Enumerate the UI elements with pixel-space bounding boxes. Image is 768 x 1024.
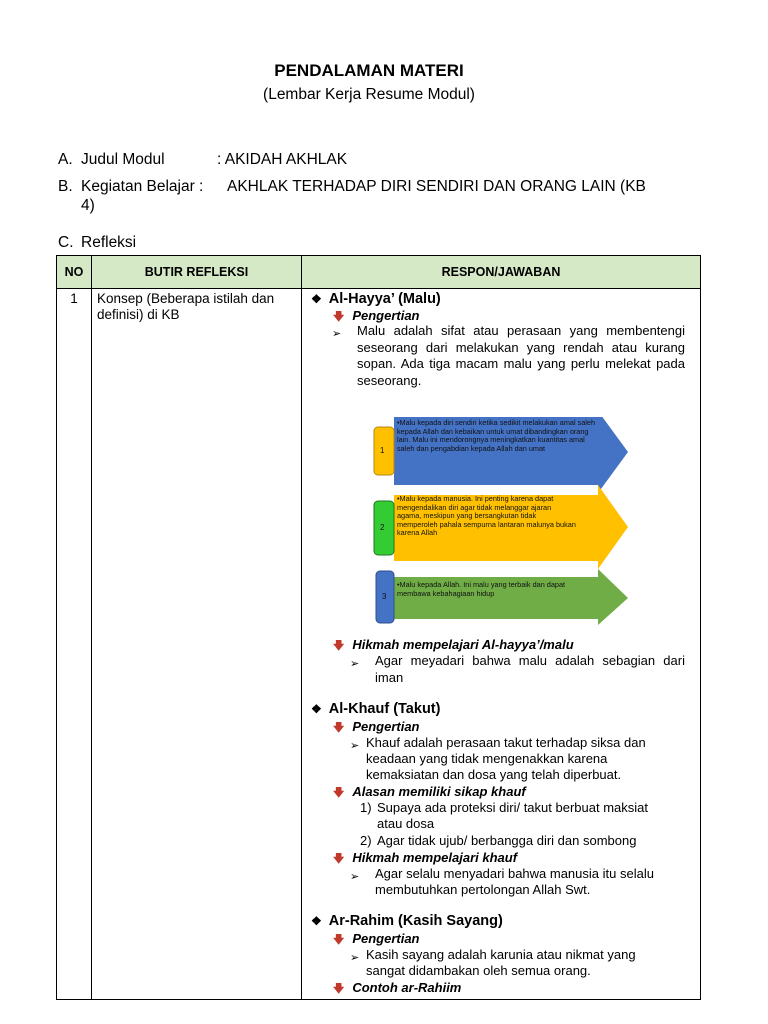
cell-butir: Konsep (Beberapa istilah dan definisi) di KB xyxy=(92,289,302,1000)
meta-b-value-line2: 4) xyxy=(81,197,95,214)
arrow-bullet-icon: 🡇 xyxy=(333,722,345,734)
reflection-table xyxy=(56,255,701,1000)
header-butir: BUTIR REFLEKSI xyxy=(92,256,302,289)
subheading-text: Pengertian xyxy=(352,931,420,946)
arrow-bullet-icon: 🡇 xyxy=(333,640,345,652)
diagram-text-1: •Malu kepada diri sendiri ketika sedikit melakukan amal saleh kepada Allah dan kebaikan untuk umat dibandingkan orang lain. Malu ini mendorongnya meningkatkan kuantitas amal saleh dan pengabdian kepada Allah dan umat xyxy=(397,418,596,453)
number-1: 1 xyxy=(380,446,385,455)
subheading-text: Alasan memiliki sikap khauf xyxy=(352,784,526,799)
alkhauf-def-line3: kemaksiatan dan dosa yang telah diperbuat. xyxy=(366,767,622,782)
subheading-contoh xyxy=(333,980,461,999)
subheading-text: Pengertian xyxy=(352,719,420,734)
subheading-text: Hikmah mempelajari Al-hayya’/malu xyxy=(352,637,574,652)
alasan-2-text: Agar tidak ujub/ berbangga diri dan sombong xyxy=(377,833,637,848)
cell-respon xyxy=(302,289,701,1000)
diagram-text-3: •Malu kepada Allah. Ini malu yang terbaik dan dapat membawa kebahagiaan hidup xyxy=(397,580,566,598)
meta-a-label: Judul Modul xyxy=(81,151,165,168)
alkhauf-hikmah-line2: membutuhkan pertolongan Allah Swt. xyxy=(375,882,591,897)
subheading-text: Pengertian xyxy=(352,308,420,323)
diamond-bullet-icon: ❖ xyxy=(311,702,322,716)
subheading-text: Contoh ar-Rahiim xyxy=(352,980,462,995)
arrahim-def-line2: sangat didambakan oleh semua orang. xyxy=(366,963,591,978)
meta-b-label: Kegiatan Belajar : xyxy=(81,178,204,195)
chevron-bullet-icon: ➢ xyxy=(350,871,360,883)
arrow-bullet-icon: 🡇 xyxy=(333,311,345,323)
meta-c-label: Refleksi xyxy=(81,234,137,251)
subheading-text: Hikmah mempelajari khauf xyxy=(352,850,518,865)
alkhauf-def-line1: Khauf adalah perasaan takut terhadap siksa dan xyxy=(366,735,646,750)
alasan-2-number: 2) xyxy=(360,833,372,848)
meta-a-value: : AKIDAH AKHLAK xyxy=(217,151,348,168)
arrow-bullet-icon: 🡇 xyxy=(333,934,345,946)
section-alhayya-title xyxy=(311,291,441,307)
page-subtitle: (Lembar Kerja Resume Modul) xyxy=(263,86,475,103)
malu-diagram xyxy=(370,417,632,627)
arrahim-def-line1: Kasih sayang adalah karunia atau nikmat yang xyxy=(366,947,636,962)
alkhauf-hikmah-line1: Agar selalu menyadari bahwa manusia itu selalu xyxy=(375,866,654,881)
chevron-bullet-icon: ➢ xyxy=(350,740,360,752)
diagram-text-2: •Malu kepada manusia. Ini penting karena dapat mengendalikan diri agar tidak melanggar ajaran agama, meskipun yang bersangkutan tidak memperoleh pahala sempurna lantaran malunya bukan karena Allah xyxy=(397,494,576,538)
arrow-bullet-icon: 🡇 xyxy=(333,983,345,995)
header-no: NO xyxy=(57,256,92,289)
alasan-1-number: 1) xyxy=(360,800,372,815)
chevron-bullet-icon: ➢ xyxy=(350,952,360,964)
arrow-bullet-icon: 🡇 xyxy=(333,853,345,865)
diamond-bullet-icon: ❖ xyxy=(311,914,322,928)
section-alkhauf-title xyxy=(311,701,440,717)
alkhauf-def-line2: keadaan yang tidak mengenakkan karena xyxy=(366,751,608,766)
number-2: 2 xyxy=(380,523,385,532)
number-3: 3 xyxy=(382,592,387,601)
chevron-bullet-icon: ➢ xyxy=(332,328,342,340)
alasan-1-line2: atau dosa xyxy=(377,816,435,831)
alhayya-definition: Malu adalah sifat atau perasaan yang membentengi seseorang dari melakukan yang rendah atau kurang sopan. Ada tiga macam malu yang perlu melekat pada seseorang. xyxy=(357,323,685,388)
arrow-bullet-icon: 🡇 xyxy=(333,787,345,799)
section-title-text: Al-Hayya’ (Malu) xyxy=(328,291,441,307)
header-respon: RESPON/JAWABAN xyxy=(302,256,701,289)
alhayya-hikmah: Agar meyadari bahwa malu adalah sebagian dari iman xyxy=(375,653,685,685)
meta-b-value-line1: AKHLAK TERHADAP DIRI SENDIRI DAN ORANG LAIN (KB xyxy=(227,178,646,195)
chevron-bullet-icon: ➢ xyxy=(350,658,360,670)
section-arrahim-title xyxy=(311,913,503,929)
section-title-text: Al-Khauf (Takut) xyxy=(328,701,441,717)
cell-no: 1 xyxy=(57,289,92,1000)
meta-c-marker: C. xyxy=(58,234,74,251)
meta-a-marker: A. xyxy=(58,151,73,168)
page-title: PENDALAMAN MATERI xyxy=(274,61,464,80)
section-title-text: Ar-Rahim (Kasih Sayang) xyxy=(328,913,503,929)
diamond-bullet-icon: ❖ xyxy=(311,292,322,306)
meta-b-marker: B. xyxy=(58,178,73,195)
alasan-1-line1: Supaya ada proteksi diri/ takut berbuat maksiat xyxy=(377,800,648,815)
